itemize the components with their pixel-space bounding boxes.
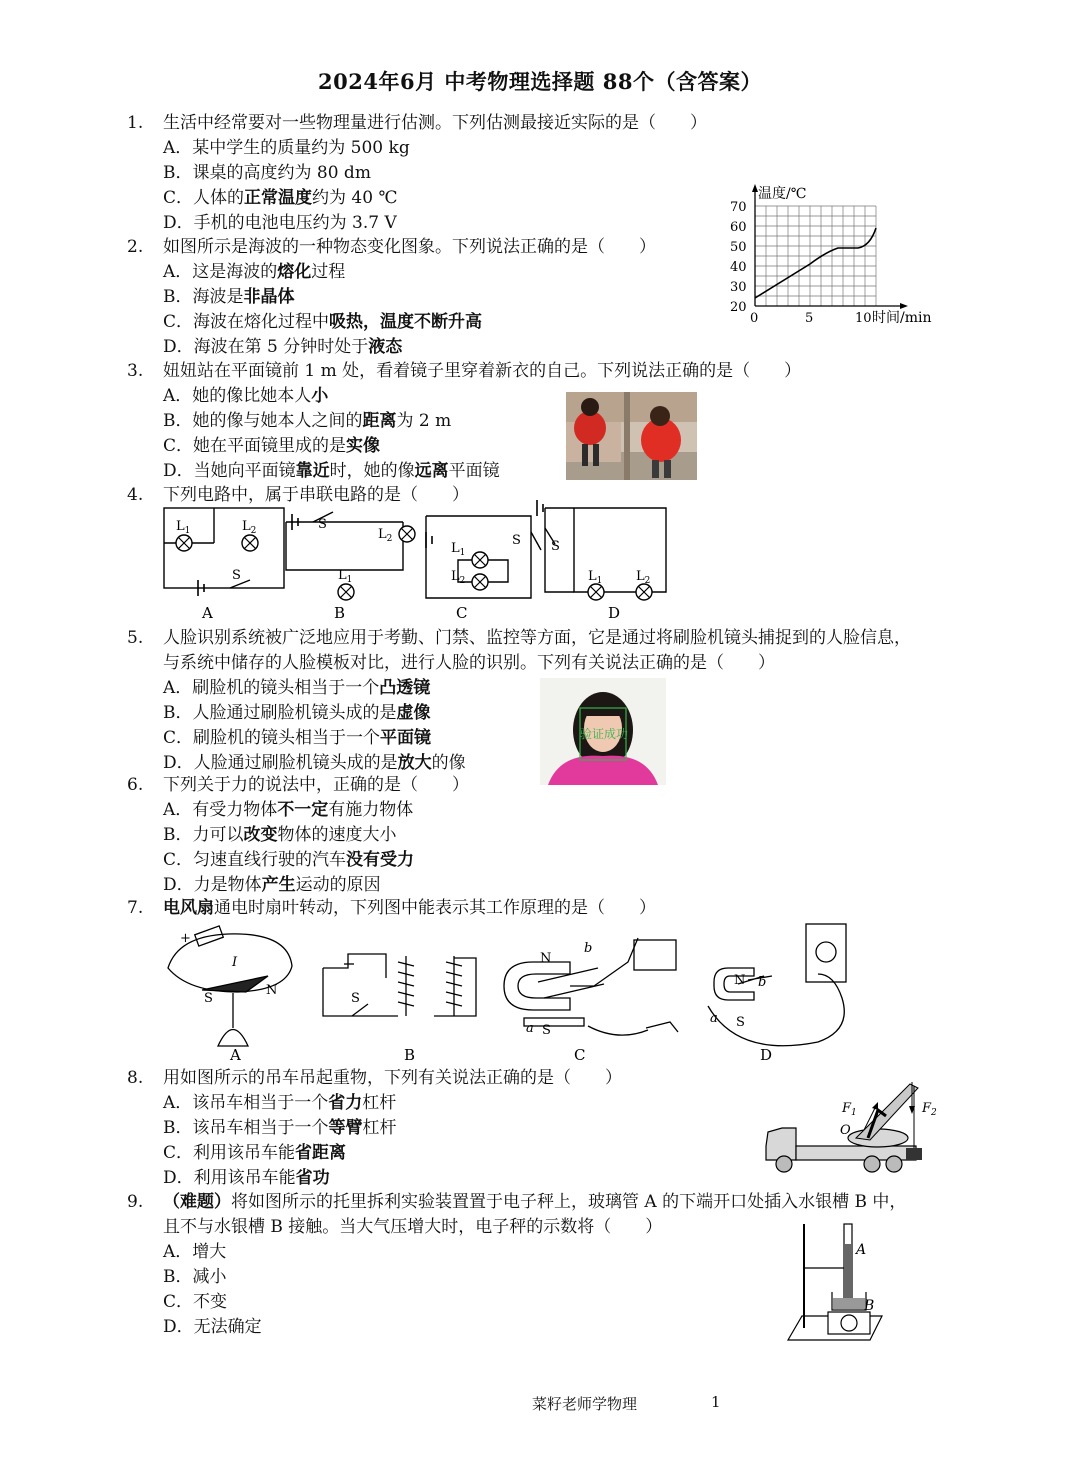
force-label-f1: $F_1$ xyxy=(842,1101,857,1118)
question-number: 2. xyxy=(127,237,144,257)
y-tick: 70 xyxy=(730,200,747,215)
y-tick: 30 xyxy=(730,280,747,295)
question-number: 8. xyxy=(127,1068,144,1088)
option-a: A．刷脸机的镜头相当于一个凸透镜 xyxy=(163,678,431,698)
question-number: 9. xyxy=(127,1192,144,1212)
y-axis-label: 温度/℃ xyxy=(758,186,807,202)
pole-label-s: S xyxy=(204,991,213,1006)
circuit-label-a: A xyxy=(202,604,213,622)
option-b: B．课桌的高度约为 80 dm xyxy=(163,163,371,183)
truck-cab xyxy=(766,1128,796,1160)
question-stem: 妞妞站在平面镜前 1 m 处，看着镜子里穿着新衣的自己。下列说法正确的是（ ） xyxy=(163,361,802,381)
load-weight xyxy=(906,1148,922,1160)
question-number: 5. xyxy=(127,628,144,648)
figure-label-b: B xyxy=(404,1046,416,1064)
option-c: C．海波在熔化过程中吸热，温度不断升高 xyxy=(163,312,483,332)
option-c: C．利用该吊车能省距离 xyxy=(163,1143,347,1163)
figure-label-a: A xyxy=(230,1046,241,1064)
crane-truck-figure xyxy=(760,1076,960,1176)
y-tick: 40 xyxy=(730,260,747,275)
force-label-f2: $F_2$ xyxy=(922,1101,937,1118)
pole-label-n: N xyxy=(540,951,552,966)
torricelli-apparatus xyxy=(780,1218,890,1350)
option-a: A．该吊车相当于一个省力杠杆 xyxy=(163,1093,397,1113)
question-stem: 下列电路中，属于串联电路的是（ ） xyxy=(163,485,469,505)
option-d: D．利用该吊车能省功 xyxy=(163,1168,330,1188)
switch-label: S xyxy=(318,517,327,532)
option-a: A．这是海波的熔化过程 xyxy=(163,262,346,282)
wire-label-a: a xyxy=(710,1011,718,1026)
footer-author: 菜籽老师学物理 xyxy=(532,1395,638,1413)
lamp-label-l1: $L_1$ xyxy=(451,541,466,558)
trough-label-b: B xyxy=(864,1298,875,1314)
face-recognition-photo xyxy=(540,678,666,785)
wheel-icon xyxy=(776,1156,792,1172)
switch-label: S xyxy=(551,539,560,554)
wheel-icon xyxy=(886,1156,902,1172)
circuit-label-d: D xyxy=(608,604,621,622)
option-d: D．人脸通过刷脸机镜头成的是放大的像 xyxy=(163,753,466,773)
figure-label-d: D xyxy=(760,1046,773,1064)
option-a: A．增大 xyxy=(163,1242,227,1262)
verification-overlay: 验证成功 xyxy=(580,727,629,741)
option-d: D．无法确定 xyxy=(163,1317,262,1337)
x-axis-label: 时间/min xyxy=(872,310,932,326)
circuit-label-c: C xyxy=(456,604,468,622)
question-stem: 生活中经常要对一些物理量进行估测。下列估测最接近实际的是（ ） xyxy=(163,113,707,133)
circuit-label-b: B xyxy=(334,604,346,622)
option-a: A．有受力物体不一定有施力物体 xyxy=(163,800,414,820)
wire-label-b: b xyxy=(758,975,767,990)
option-a: A．某中学生的质量约为 500 kg xyxy=(163,138,410,158)
temperature-curve xyxy=(755,228,876,298)
lamp-label-l2: $L_2$ xyxy=(451,569,466,586)
option-c: C．匀速直线行驶的汽车没有受力 xyxy=(163,850,415,870)
option-c: C．人体的正常温度约为 40 ℃ xyxy=(163,188,398,208)
y-tick: 60 xyxy=(730,220,747,235)
x-tick: 5 xyxy=(805,311,814,326)
x-tick: 10 xyxy=(855,311,872,326)
wheel-icon xyxy=(864,1156,880,1172)
option-a: A．她的像比她本人小 xyxy=(163,386,329,406)
question-number: 6. xyxy=(127,775,144,795)
option-c: C．不变 xyxy=(163,1292,228,1312)
option-c: C．她在平面镜里成的是实像 xyxy=(163,436,381,456)
current-label: I xyxy=(232,955,238,970)
lamp-label-l1: $L_1$ xyxy=(176,519,191,536)
option-d: D．海波在第 5 分钟时处于液态 xyxy=(163,337,403,357)
option-d: D．力是物体产生运动的原因 xyxy=(163,875,381,895)
page-number: 1 xyxy=(711,1393,721,1411)
switch-label: S xyxy=(512,533,521,548)
pole-label-n: N xyxy=(266,983,278,998)
lamp-label-l2: $L_2$ xyxy=(242,519,257,536)
option-b: B．减小 xyxy=(163,1267,227,1287)
question-stem: 用如图所示的吊车吊起重物，下列有关说法正确的是（ ） xyxy=(163,1068,622,1088)
option-d: D．当她向平面镜靠近时，她的像远离平面镜 xyxy=(163,461,500,481)
lamp-label-l2: $L_2$ xyxy=(636,569,651,586)
question-stem: 人脸识别系统被广泛地应用于考勤、门禁、监控等方面，它是通过将刷脸机镜头捕捉到的人脸信息， xyxy=(163,628,911,648)
y-tick: 20 xyxy=(730,300,747,315)
switch-label: S xyxy=(351,991,360,1006)
tube-label-a: A xyxy=(856,1242,867,1258)
x-tick: 0 xyxy=(750,311,759,326)
pole-label-s: S xyxy=(736,1015,745,1030)
question-stem-line2: 且不与水银槽 B 接触。当大气压增大时，电子秤的示数将（ ） xyxy=(163,1217,663,1237)
switch-label: S xyxy=(232,568,241,583)
question-stem: 如图所示是海波的一种物态变化图象。下列说法正确的是（ ） xyxy=(163,237,656,257)
lamp-label-l2: $L_2$ xyxy=(378,527,393,544)
figure-label-c: C xyxy=(574,1046,586,1064)
option-d: D．手机的电池电压约为 3.7 V xyxy=(163,213,397,233)
motor-principle-figures xyxy=(158,918,868,1066)
pole-label-s: S xyxy=(542,1023,551,1038)
melting-graph xyxy=(728,182,953,330)
option-b: B．该吊车相当于一个等臂杠杆 xyxy=(163,1118,397,1138)
question-stem-line2: 与系统中储存的人脸模板对比，进行人脸的识别。下列有关说法正确的是（ ） xyxy=(163,653,775,673)
coil-icon xyxy=(398,962,462,1006)
switch-icon xyxy=(531,532,541,550)
question-stem: 下列关于力的说法中，正确的是（ ） xyxy=(163,775,469,795)
question-number: 7. xyxy=(127,898,144,918)
power-supply-icon xyxy=(634,940,676,970)
y-tick: 50 xyxy=(730,240,747,255)
page-title: 2024年6月 中考物理选择题 88个（含答案） xyxy=(318,69,762,94)
question-number: 3. xyxy=(127,361,144,381)
question-stem: （难题）将如图所示的托里拆利实验装置置于电子秤上，玻璃管 A 的下端开口处插入水银槽 B 中， xyxy=(163,1192,907,1212)
person-reflection xyxy=(574,411,606,445)
question-number: 1. xyxy=(127,113,144,133)
option-c: C．刷脸机的镜头相当于一个平面镜 xyxy=(163,728,432,748)
option-b: B．她的像与她本人之间的距离为 2 m xyxy=(163,411,452,431)
lamp-label-l1: $L_1$ xyxy=(338,568,353,585)
option-b: B．海波是非晶体 xyxy=(163,287,295,307)
wire-label-b: b xyxy=(584,941,593,956)
circuit-diagrams xyxy=(158,500,678,625)
question-stem: 电风扇通电时扇叶转动，下列图中能表示其工作原理的是（ ） xyxy=(163,898,656,918)
galvanometer-icon xyxy=(806,924,846,982)
lamp-label-l1: $L_1$ xyxy=(588,569,603,586)
switch-icon xyxy=(646,1022,678,1032)
mirror-photo xyxy=(566,392,697,480)
option-b: B．人脸通过刷脸机镜头成的是虚像 xyxy=(163,703,431,723)
option-b: B．力可以改变物体的速度大小 xyxy=(163,825,397,845)
pivot-label: O xyxy=(840,1123,851,1138)
plus-sign: + xyxy=(180,931,191,946)
question-number: 4. xyxy=(127,485,144,505)
wire-label-a: a xyxy=(526,1021,534,1036)
pole-label-n: N xyxy=(734,973,746,988)
